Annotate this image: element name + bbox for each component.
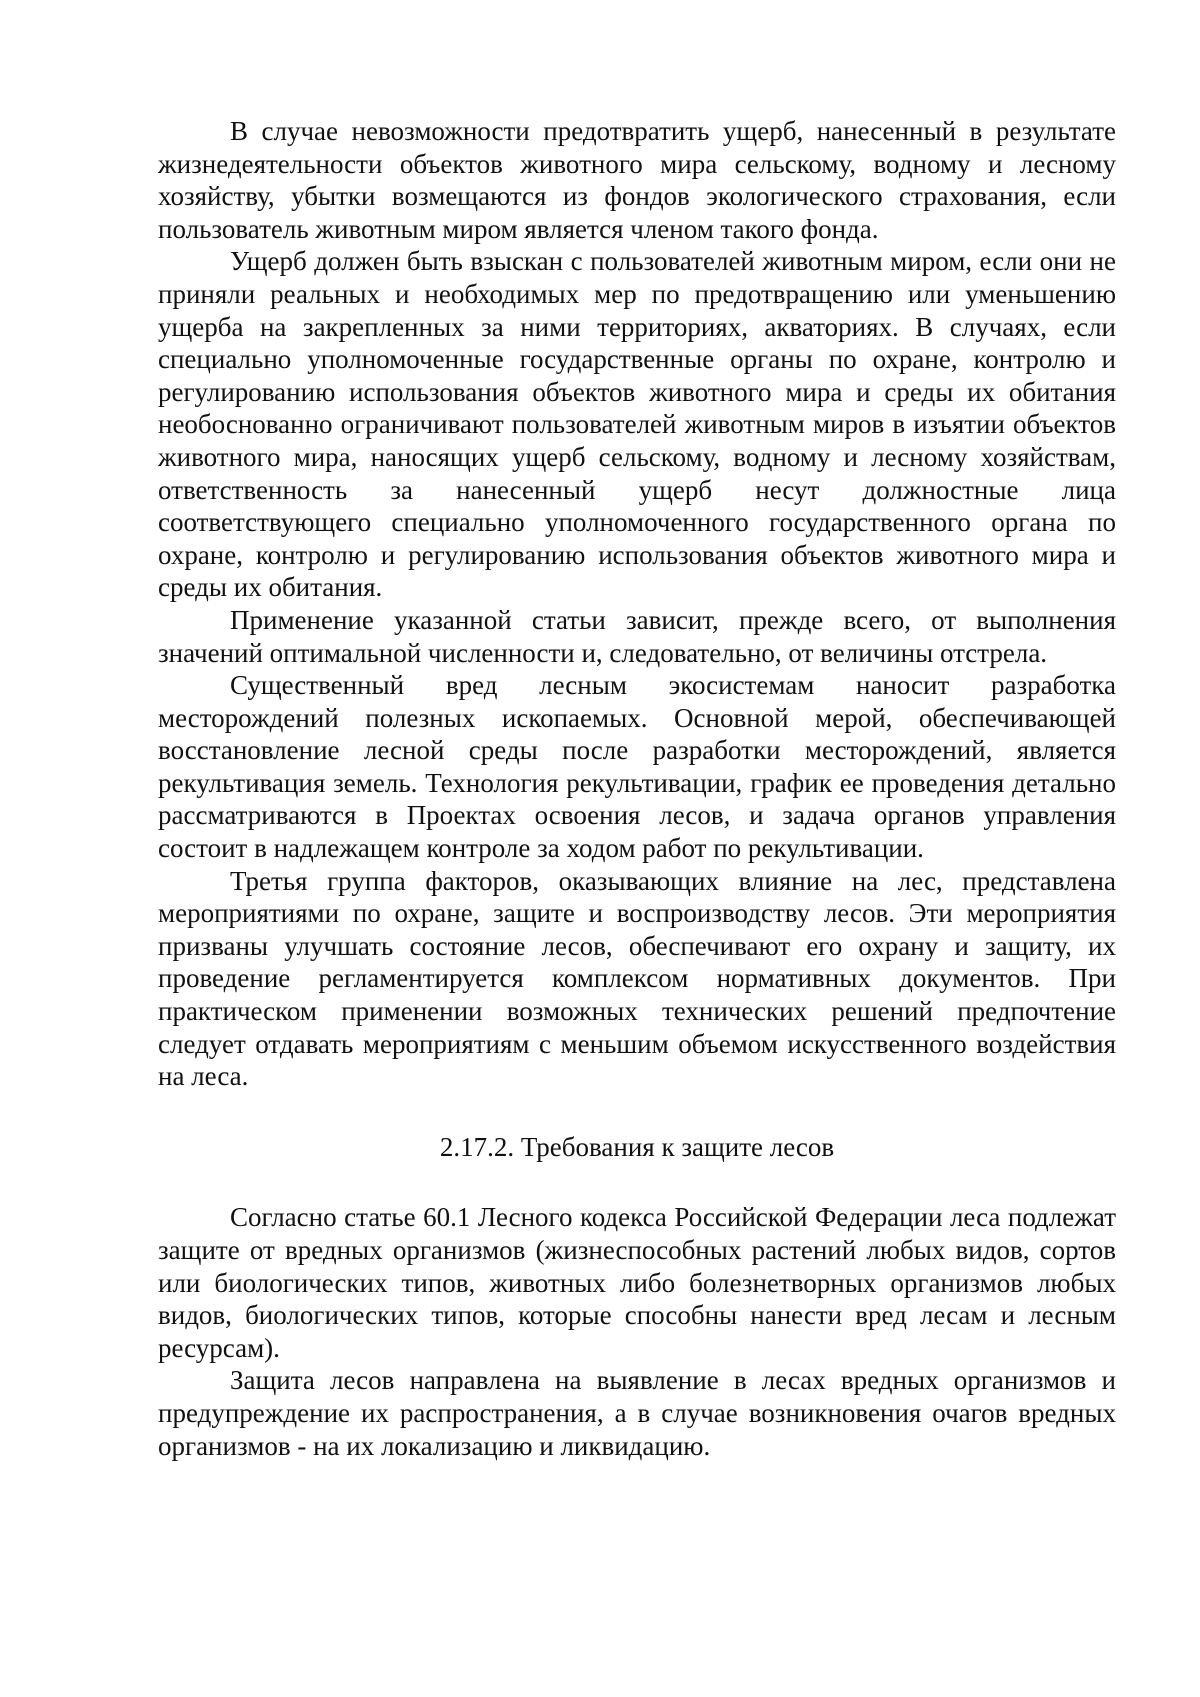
document-body <box>158 115 1116 1462</box>
paragraph-third-factor-group: Третья группа факторов, оказывающих влияние на лес, представлена мероприятиями по охране, защите и воспроизводству лесов. Эти мероприятия призваны улучшать состояние лесов, обеспечивают его охрану и защиту, их проведение регламентируется комплексом нормативных документов. При практическом применении возможных технических решений предпочтение следует отдавать мероприятиям с меньшим объемом искусственного воздействия на леса. <box>158 865 1116 1092</box>
paragraph-damage-recovery: Ущерб должен быть взыскан с пользователей животным миром, если они не приняли реальных и необходимых мер по предотвращению или уменьшению ущерба на закрепленных за ними территориях, акваториях. В случаях, если специально уполномоченные государственные органы по охране, контролю и регулированию использования объектов животного мира и среды их обитания необоснованно ограничивают пользователей животным миров в изъятии объектов животного мира, наносящих ущерб сельскому, водному и лесному хозяйствам, ответственность за нанесенный ущерб несут должностные лица соответствующего специально уполномоченного государственного органа по охране, контролю и регулированию использования объектов животного мира и среды их обитания. <box>158 246 1116 603</box>
paragraph-forest-protection-purpose: Защита лесов направлена на выявление в лесах вредных организмов и предупреждение их распространения, а в случае возникновения очагов вредных организмов - на их локализацию и ликвидацию. <box>158 1365 1116 1461</box>
paragraph-forest-code-article: Согласно статье 60.1 Лесного кодекса Российской Федерации леса подлежат защите от вредных организмов (жизнеспособных растений любых видов, сортов или биологических типов, животных либо болезнетворных организмов любых видов, биологических типов, которые способны нанести вред лесам и лесным ресурсам). <box>158 1202 1116 1363</box>
section-heading: 2.17.2. Требования к защите лесов <box>439 1131 835 1162</box>
paragraph-insurance-compensation: В случае невозможности предотвратить ущерб, нанесенный в результате жизнедеятельности объектов животного мира сельскому, водному и лесному хозяйству, убытки возмещаются из фондов экологического страхования, если пользователь животным миром является членом такого фонда. <box>158 116 1116 244</box>
paragraph-article-application: Применение указанной статьи зависит, прежде всего, от выполнения значений оптимальной численности и, следовательно, от величины отстрела. <box>158 604 1116 668</box>
paragraph-mining-reclamation: Существенный вред лесным экосистемам наносит разработка месторождений полезных ископаемых. Основной мерой, обеспечивающей восстановление лесной среды после разработки месторождений, является рекультивация земель. Технология рекультивации, график ее проведения детально рассматриваются в Проектах освоения лесов, и задача органов управления состоит в надлежащем контроле за ходом работ по рекультивации. <box>158 670 1116 864</box>
